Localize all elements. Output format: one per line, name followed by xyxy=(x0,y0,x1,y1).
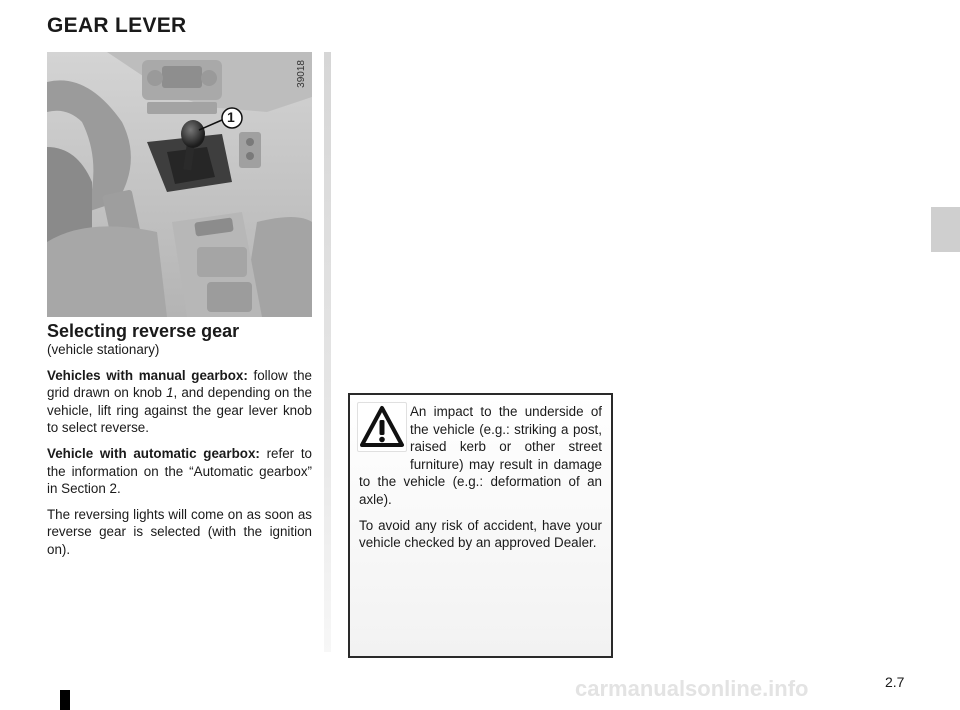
page-title: GEAR LEVER xyxy=(47,14,187,37)
warning-box xyxy=(348,393,613,658)
automatic-gearbox-paragraph xyxy=(47,445,312,498)
crop-mark xyxy=(60,690,70,710)
callout-number: 1 xyxy=(227,109,235,125)
automatic-gearbox-label: Vehicle with automatic gearbox: xyxy=(47,445,260,461)
warning-text xyxy=(359,403,602,560)
column-divider xyxy=(324,52,331,652)
manual-gearbox-label: Vehicles with manual gearbox: xyxy=(47,367,248,383)
gear-lever-illustration xyxy=(47,52,312,317)
section-tab-marker xyxy=(931,207,960,252)
figure-reference-code: 39018 xyxy=(296,60,307,88)
manual-gearbox-text-a: follow the grid drawn on knob xyxy=(47,367,312,401)
page-number: 2.7 xyxy=(885,674,905,690)
warning-paragraph-2: To avoid any risk of accident, have your vehicle checked by an approved Dealer. xyxy=(359,517,602,551)
manual-gearbox-paragraph xyxy=(47,367,312,437)
section-subheading: (vehicle stationary) xyxy=(47,342,160,357)
automatic-gearbox-text: refer to the information on the “Automatic gearbox” in Section 2. xyxy=(47,445,312,497)
reversing-lights-paragraph: The reversing lights will come on as soon as reverse gear is selected (with the ignition on). xyxy=(47,506,312,557)
knob-reference: 1 xyxy=(166,385,174,401)
warning-paragraph-1: An impact to the underside of the vehicle (e.g.: striking a post, raised kerb or other street furniture) may result in damage to the vehicle (e.g.: deformation of an axle). xyxy=(359,404,602,507)
watermark: carmanualsonline.info xyxy=(575,676,809,701)
section-heading: Selecting reverse gear xyxy=(47,321,240,341)
reverse-gear-section xyxy=(47,321,312,567)
manual-gearbox-text-b: , and depending on the vehicle, lift ring against the gear lever knob to select reverse. xyxy=(47,385,312,436)
